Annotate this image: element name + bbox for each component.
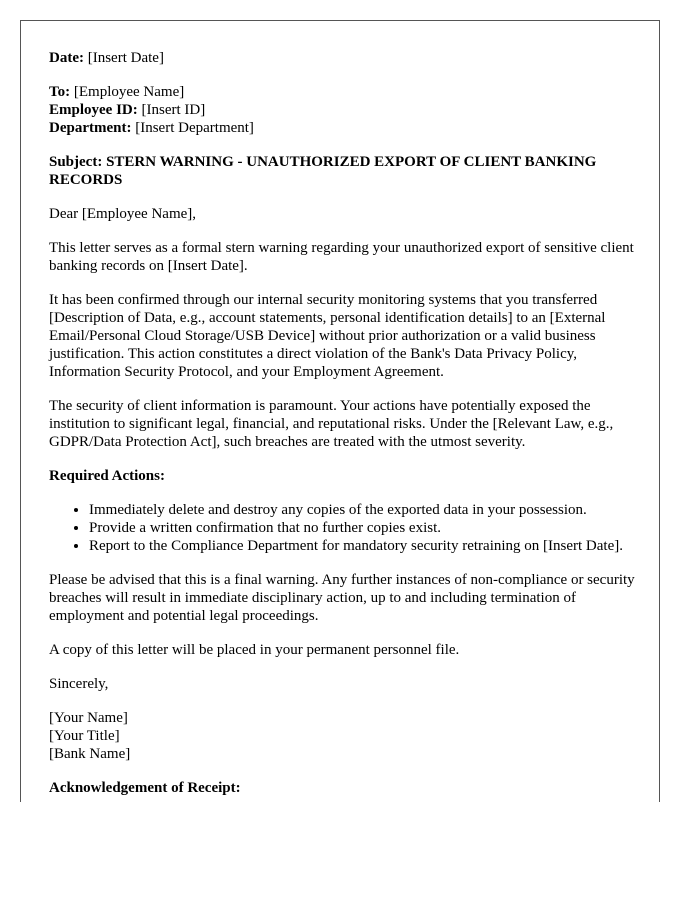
date-line [49, 49, 639, 67]
required-actions-list [49, 501, 639, 555]
signature-name: [Your Name] [49, 710, 128, 726]
body-paragraph: The security of client information is paramount. Your actions have potentially exposed the institution to significant legal, financial, and reputational risks. Under the [Relevant Law, e.g., GDPR/Data Protection Act], such breaches are treated with the utmost severity. [49, 398, 614, 450]
employee-id-line [49, 101, 639, 119]
signoff: Sincerely, [49, 676, 109, 692]
signature-bank: [Bank Name] [49, 746, 131, 762]
letter-page [20, 20, 660, 802]
to-value: [Employee Name] [73, 84, 185, 100]
date-value: [Insert Date] [87, 50, 164, 66]
date-label: Date: [49, 50, 84, 66]
to-line [49, 83, 639, 101]
subject-text: STERN WARNING - UNAUTHORIZED EXPORT OF CLIENT BANKING RECORDS [49, 154, 597, 188]
closing-paragraph: Please be advised that this is a final warning. Any further instances of non-compliance or security breaches will result in immediate disciplinary action, up to and including termination of employment and potential legal proceedings. [49, 572, 635, 624]
letter-content [49, 49, 639, 802]
body-paragraph: It has been confirmed through our internal security monitoring systems that you transferred [Description of Data, e.g., account statements, personal identification details] to an [External Email/Personal Cloud Storage/USB Device] without prior authorization or a valid business justification. This action constitutes a direct violation of the Bank's Data Privacy Policy, Information Security Protocol, and your Employment Agreement. [49, 292, 606, 380]
list-item: • Immediately delete and destroy any copies of the exported data in your possession. [89, 501, 639, 519]
list-item: • Report to the Compliance Department for mandatory security retraining on [Insert Date]. [89, 537, 639, 555]
required-actions-heading: Required Actions: [49, 468, 165, 484]
subject-line [49, 153, 639, 189]
employee-id-value: [Insert ID] [141, 102, 206, 118]
department-line [49, 119, 639, 137]
body-paragraph: This letter serves as a formal stern warning regarding your unauthorized export of sensitive client banking records on [Insert Date]. [49, 240, 634, 274]
department-label: Department: [49, 120, 132, 136]
to-label: To: [49, 84, 71, 100]
recipient-block [49, 83, 639, 137]
signature-block [49, 709, 639, 763]
department-value: [Insert Department] [135, 120, 254, 136]
salutation: Dear [Employee Name], [49, 206, 197, 222]
closing-paragraph: A copy of this letter will be placed in your permanent personnel file. [49, 642, 460, 658]
subject-label: Subject: [49, 154, 103, 170]
list-item: • Provide a written confirmation that no further copies exist. [89, 519, 639, 537]
employee-id-label: Employee ID: [49, 102, 138, 118]
acknowledgement-heading: Acknowledgement of Receipt: [49, 780, 241, 796]
signature-title: [Your Title] [49, 728, 120, 744]
